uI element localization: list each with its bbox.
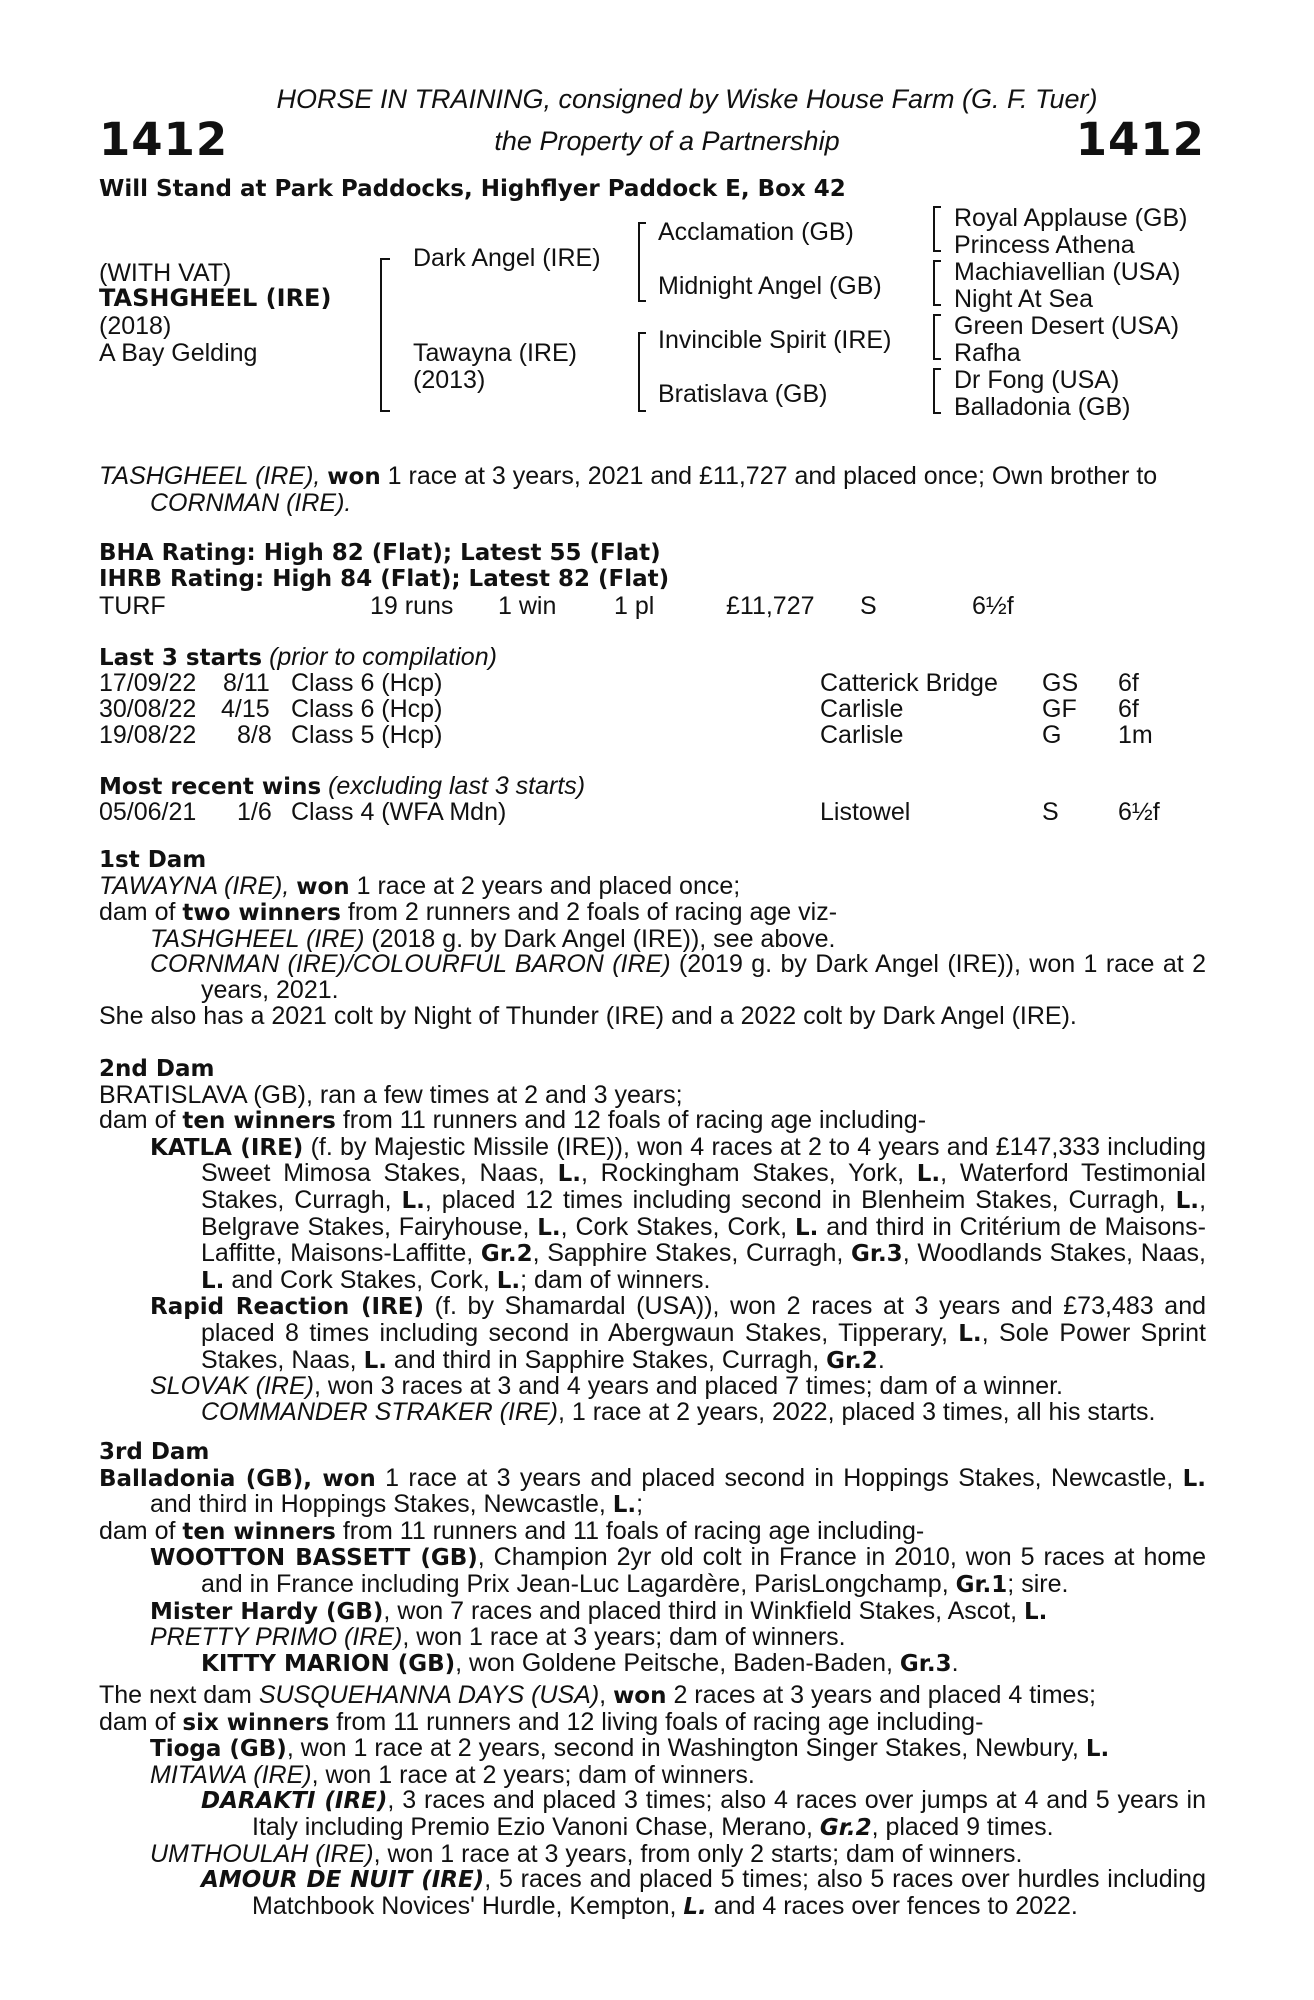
progeny-slovak	[99, 1374, 1206, 1400]
progeny-name: SLOVAK (IRE)	[150, 1372, 314, 1401]
lot-number-left: 1412	[99, 113, 229, 166]
text: from 11 runners and 11 foals of racing age including-	[335, 1516, 925, 1545]
table-cell: 8/8	[237, 721, 272, 749]
progeny-name: Mister Hardy (GB)	[150, 1598, 384, 1625]
text: and Cork Stakes, Cork,	[224, 1265, 497, 1294]
g3-3: Machiavellian (USA)	[954, 258, 1181, 286]
recent-wins-heading	[99, 772, 585, 801]
summary-text: 1 race at 3 years, 2021 and £11,727 and placed once; Own brother to	[380, 462, 1158, 490]
pedigree-brace-3	[638, 332, 646, 412]
table-cell: Carlisle	[820, 721, 904, 749]
dam-year: (2013)	[413, 366, 486, 394]
text: , Sole Power Sprint Stakes, Naas,	[201, 1318, 1206, 1374]
vat-label: (WITH VAT)	[99, 259, 232, 287]
second-dam-section	[99, 1057, 1206, 1425]
progeny-name: DARAKTI (IRE)	[201, 1788, 388, 1815]
horse-name: TASHGHEEL (IRE)	[99, 284, 332, 312]
pedigree-brace-6	[933, 314, 941, 360]
text: , won 7 races and placed third in Winkfield Stakes, Ascot,	[383, 1596, 1025, 1625]
turf-runs: 19 runs	[370, 592, 454, 620]
dam-name: TAWAYNA (IRE),	[99, 871, 290, 900]
third-dam-title: 3rd Dam	[99, 1439, 210, 1465]
pedigree-brace-1	[380, 258, 390, 412]
text: , Woodlands Stakes, Naas,	[902, 1239, 1206, 1268]
dam-name: Balladonia (GB), won	[99, 1465, 376, 1492]
progeny-umthoulah	[99, 1839, 1206, 1868]
last-starts-title: Last 3 starts	[99, 645, 263, 671]
text: , 5 races and placed 5 times; also 5 races over hurdles including Matchbook Novices' Hurdle, Kempton,	[252, 1865, 1206, 1920]
listed-label: L.	[1175, 1187, 1200, 1214]
table-cell: Carlisle	[820, 695, 904, 723]
table-cell: 30/08/22	[99, 695, 197, 723]
text: from 2 runners and 2 foals of racing age viz-	[340, 898, 838, 927]
text: , 3 races and placed 3 times; also 4 races over jumps at 4 and 5 years in Italy including Premio Ezio Vanoni Chase, Merano,	[252, 1786, 1206, 1841]
listed-label: L.	[201, 1267, 225, 1294]
progeny-mister-hardy	[99, 1596, 1206, 1626]
table-cell: G	[1042, 721, 1062, 749]
listed-label: L.	[363, 1347, 387, 1374]
listed-label: L.	[401, 1187, 425, 1214]
table-cell: 6f	[1118, 695, 1139, 723]
recent-wins-note: (excluding last 3 starts)	[321, 772, 586, 800]
next-dam-section	[99, 1683, 1206, 1920]
text: , Waterford Testimonial Stakes, Curragh,	[201, 1159, 1206, 1214]
text: 1 race at 3 years and placed second in Hoppings Stakes, Newcastle,	[375, 1463, 1183, 1492]
text: and third in Critérium de Maisons-Laffitte, Maisons-Laffitte,	[201, 1212, 1207, 1268]
table-cell: Class 6 (Hcp)	[291, 695, 443, 723]
text: .	[951, 1648, 959, 1677]
listed-label: L.	[958, 1320, 982, 1347]
pedigree-brace-7	[933, 368, 941, 414]
listed-label: L.	[683, 1893, 707, 1920]
text: , placed 9 times.	[871, 1812, 1054, 1841]
property-line: the Property of a Partnership	[494, 126, 840, 156]
group-label: Gr.3	[851, 1241, 903, 1268]
recent-wins-title: Most recent wins	[99, 774, 322, 800]
text: , 1 race at 2 years, 2022, placed 3 times, all his starts.	[557, 1397, 1156, 1426]
dam-sire: Invincible Spirit (IRE)	[658, 326, 892, 354]
table-cell: 1/6	[237, 798, 272, 826]
listed-label: L.	[612, 1492, 637, 1519]
group-label: Gr.2	[819, 1814, 872, 1841]
turf-label: TURF	[99, 592, 166, 620]
listed-label: L.	[1024, 1598, 1048, 1625]
first-dam-section	[99, 848, 1206, 1029]
dam-name: Tawayna (IRE)	[413, 339, 577, 367]
group-label: Gr.2	[480, 1241, 533, 1268]
text: ;	[636, 1490, 644, 1519]
text: (2019 g. by Dark Angel (IRE)), won 1 race at 2 years, 2021.	[201, 950, 1206, 1004]
text: ,	[599, 1681, 614, 1709]
listed-label: L.	[537, 1214, 561, 1241]
progeny-wootton-bassett	[99, 1545, 1206, 1598]
text: , won Goldene Peitsche, Baden-Baden,	[455, 1648, 900, 1677]
text: The next dam	[99, 1681, 259, 1709]
table-cell: 6f	[1118, 669, 1139, 697]
progeny-name: AMOUR DE NUIT (IRE)	[201, 1867, 485, 1894]
text: from 11 runners and 12 foals of racing age including-	[335, 1106, 927, 1135]
horse-year: (2018)	[99, 312, 172, 340]
pedigree-brace-2	[638, 222, 646, 302]
turf-going: S	[860, 592, 877, 620]
listed-label: L.	[794, 1214, 819, 1241]
text: and third in Sapphire Stakes, Curragh,	[386, 1345, 827, 1374]
table-cell: Class 4 (WFA Mdn)	[291, 798, 507, 826]
table-cell: GF	[1042, 695, 1077, 723]
progeny-name: COMMANDER STRAKER (IRE)	[201, 1397, 558, 1426]
g3-7: Dr Fong (USA)	[954, 366, 1120, 394]
pedigree-brace-5	[933, 260, 941, 306]
table-cell: 4/15	[221, 695, 270, 723]
progeny-tioga	[99, 1736, 1206, 1763]
g3-8: Balladonia (GB)	[954, 393, 1131, 421]
table-cell: 17/09/22	[99, 669, 197, 697]
text: , Belgrave Stakes, Fairyhouse,	[201, 1185, 1207, 1241]
table-cell: 19/08/22	[99, 721, 197, 749]
text: dam of	[99, 1516, 183, 1545]
won-label: won	[296, 873, 350, 900]
text: and 4 races over fences to 2022.	[706, 1891, 1078, 1920]
listed-label: L.	[496, 1267, 521, 1294]
text: , won 3 races at 3 and 4 years and placed 7 times; dam of a winner.	[313, 1372, 1063, 1401]
table-cell: GS	[1042, 669, 1079, 697]
g3-4: Night At Sea	[954, 285, 1093, 313]
listed-label: L.	[1182, 1465, 1206, 1492]
sire-name: Dark Angel (IRE)	[413, 244, 601, 272]
text: , placed 12 times including second in Blenheim Stakes, Curragh,	[424, 1185, 1176, 1214]
third-dam-section	[99, 1440, 1206, 1677]
third-dam-line	[99, 1463, 1206, 1519]
text: (f. by Majestic Missile (IRE)), won 4 races at 2 to 4 years and £147,333 including Sweet Mimosa Stakes, Naas,	[201, 1132, 1206, 1188]
g3-1: Royal Applause (GB)	[954, 204, 1188, 232]
progeny-kitty-marion	[99, 1648, 1206, 1678]
progeny-name: WOOTTON BASSETT (GB)	[150, 1545, 478, 1572]
race-summary	[99, 464, 1206, 516]
table-cell: Class 6 (Hcp)	[291, 669, 443, 697]
text: .	[877, 1345, 885, 1374]
group-label: Gr.3	[899, 1650, 952, 1677]
text: and third in Hoppings Stakes, Newcastle,	[150, 1490, 613, 1519]
summary-won: won	[327, 464, 381, 490]
last-starts-note: (prior to compilation)	[262, 643, 497, 671]
sire-dam: Midnight Angel (GB)	[658, 272, 882, 300]
last-starts-heading	[99, 643, 497, 672]
horse-description: A Bay Gelding	[99, 339, 258, 367]
progeny-mitawa	[99, 1760, 1206, 1789]
g3-2: Princess Athena	[954, 231, 1135, 259]
text: , Cork Stakes, Cork,	[560, 1212, 795, 1241]
consignor-line: HORSE IN TRAINING, consigned by Wiske House Farm (G. F. Tuer)	[276, 84, 1098, 114]
turf-places: 1 pl	[614, 592, 655, 620]
progeny-name: Rapid Reaction (IRE)	[150, 1294, 425, 1321]
table-cell: 05/06/21	[99, 798, 197, 826]
text: , Champion 2yr old colt in France in 2010, won 5 races at home and in France including Prix Jean-Luc Lagardère, ParisLongchamp,	[201, 1543, 1206, 1598]
table-cell: 1m	[1118, 721, 1153, 749]
turf-distance: 6½f	[972, 592, 1014, 620]
progeny-amour-de-nuit	[99, 1867, 1206, 1920]
table-cell: Listowel	[820, 798, 911, 826]
text: , won 1 race at 3 years; dam of winners.	[402, 1623, 846, 1652]
listed-label: L.	[557, 1161, 581, 1188]
table-cell: Class 5 (Hcp)	[291, 721, 443, 749]
ihrb-rating: IHRB Rating: High 84 (Flat); Latest 82 (Flat)	[99, 566, 670, 592]
progeny-pretty-primo	[99, 1625, 1206, 1651]
progeny-name: MITAWA (IRE)	[150, 1760, 312, 1789]
summary-horse: TASHGHEEL (IRE),	[99, 462, 321, 490]
lot-number-right: 1412	[1075, 113, 1205, 166]
won-label: won	[613, 1683, 667, 1709]
table-cell: Catterick Bridge	[820, 669, 998, 697]
first-dam-title: 1st Dam	[99, 847, 207, 873]
text: dam of	[99, 1106, 183, 1135]
second-dam-title: 2nd Dam	[99, 1056, 215, 1082]
listed-label: L.	[1085, 1736, 1110, 1763]
dam-line: BRATISLAVA (GB), ran a few times at 2 and 3 years;	[99, 1080, 683, 1109]
progeny-katla	[99, 1132, 1207, 1295]
progeny-name: UMTHOULAH (IRE)	[150, 1839, 374, 1868]
text: from 11 runners and 12 living foals of racing age including-	[329, 1707, 984, 1736]
progeny-darakti	[99, 1788, 1206, 1841]
progeny-rapid-reaction	[99, 1294, 1206, 1374]
winners-count: six winners	[182, 1709, 330, 1736]
text: ; sire.	[1007, 1569, 1069, 1598]
winners-count: ten winners	[182, 1518, 336, 1545]
pedigree-brace-4	[933, 206, 941, 252]
dam-dam: Bratislava (GB)	[658, 380, 828, 408]
group-label: Gr.2	[826, 1347, 878, 1374]
progeny-name: KITTY MARION (GB)	[201, 1650, 456, 1677]
text: ; dam of winners.	[520, 1265, 711, 1294]
progeny-name: TASHGHEEL (IRE)	[150, 924, 365, 953]
summary-brother: CORNMAN (IRE).	[150, 488, 352, 517]
other-foals: She also has a 2021 colt by Night of Thunder (IRE) and a 2022 colt by Dark Angel (IRE).	[99, 1001, 1077, 1030]
table-cell: S	[1042, 798, 1059, 826]
text: dam of	[99, 1707, 183, 1736]
progeny-name: CORNMAN (IRE)/COLOURFUL BARON (IRE)	[150, 950, 671, 979]
text: , won 1 race at 2 years; dam of winners.	[311, 1760, 755, 1789]
winners-count: ten winners	[182, 1108, 336, 1135]
progeny-name: Tioga (GB)	[150, 1736, 287, 1763]
progeny-name: PRETTY PRIMO (IRE)	[150, 1623, 403, 1652]
text: dam of	[99, 898, 183, 927]
group-label: Gr.1	[955, 1571, 1008, 1598]
text: (f. by Shamardal (USA)), won 2 races at 3 years and £73,483 and placed 8 times including second in Abergwaun Stakes, Tipperary,	[201, 1292, 1207, 1347]
winners-count: two winners	[182, 900, 341, 927]
table-cell: 6½f	[1118, 798, 1160, 826]
table-cell: 8/11	[223, 669, 270, 697]
stand-location: Will Stand at Park Paddocks, Highflyer Paddock E, Box 42	[99, 176, 846, 202]
text: , Rockingham Stakes, York,	[580, 1159, 917, 1188]
bha-rating: BHA Rating: High 82 (Flat); Latest 55 (Flat)	[99, 540, 661, 566]
g3-6: Rafha	[954, 339, 1021, 367]
turf-wins: 1 win	[498, 592, 557, 620]
text: , Sapphire Stakes, Curragh,	[532, 1239, 851, 1268]
g3-5: Green Desert (USA)	[954, 312, 1180, 340]
text: , won 1 race at 2 years, second in Washington Singer Stakes, Newbury,	[286, 1734, 1086, 1763]
progeny-commander-straker	[99, 1397, 1206, 1426]
dam-name: SUSQUEHANNA DAYS (USA)	[258, 1681, 600, 1709]
text: (2018 g. by Dark Angel (IRE)), see above.	[364, 924, 836, 953]
progeny-name: KATLA (IRE)	[150, 1134, 304, 1161]
text: , won 1 race at 3 years, from only 2 starts; dam of winners.	[373, 1839, 1023, 1868]
text: 1 race at 2 years and placed once;	[349, 871, 741, 900]
turf-earnings: £11,727	[726, 592, 815, 620]
listed-label: L.	[916, 1161, 941, 1188]
text: 2 races at 3 years and placed 4 times;	[666, 1681, 1096, 1709]
sire-sire: Acclamation (GB)	[658, 218, 854, 246]
